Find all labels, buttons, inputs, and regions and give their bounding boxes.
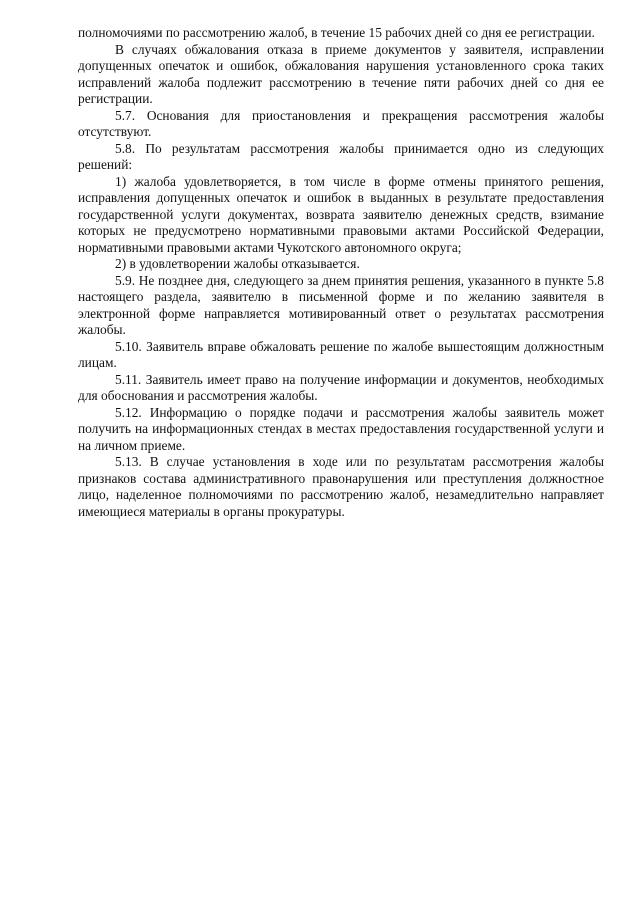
paragraph: В случаях обжалования отказа в приеме документов у заявителя, исправлении допущенных опечаток и ошибок, обжалования нарушения установленного срока таких исправлений жалоба подлежит рассмотрению в течение пяти рабочих дней со дня ее регистрации. — [78, 41, 604, 106]
paragraph: 5.7. Основания для приостановления и прекращения рассмотрения жалобы отсутствуют. — [78, 107, 604, 139]
paragraph: 5.8. По результатам рассмотрения жалобы принимается одно из следующих решений: — [78, 140, 604, 172]
paragraph: 1) жалоба удовлетворяется, в том числе в форме отмены принятого решения, исправления допущенных опечаток и ошибок в выданных в результате предоставления государственной услуги документах, возврата заявителю денежных средств, взимание которых не предусмотрено нормативными правовыми актами Российской Федерации, нормативными правовыми актами Чукотского автономного округа; — [78, 173, 604, 255]
paragraph: полномочиями по рассмотрению жалоб, в течение 15 рабочих дней со дня ее регистрации. — [78, 25, 595, 40]
document-page — [78, 25, 604, 520]
paragraph: 2) в удовлетворении жалобы отказывается. — [115, 256, 360, 271]
paragraph: 5.9. Не позднее дня, следующего за днем принятия решения, указанного в пункте 5.8 настоящего раздела, заявителю в письменной форме и по желанию заявителя в электронной форме направляется мотивированный ответ о результатах рассмотрения жалобы. — [78, 272, 604, 337]
paragraph: 5.11. Заявитель имеет право на получение информации и документов, необходимых для обоснования и рассмотрения жалобы. — [78, 371, 604, 403]
paragraph: 5.13. В случае установления в ходе или по результатам рассмотрения жалобы признаков состава административного правонарушения или преступления должностное лицо, наделенное полномочиями по рассмотрению жалоб, незамедлительно направляет имеющиеся материалы в органы прокуратуры. — [78, 454, 604, 519]
paragraph: 5.10. Заявитель вправе обжаловать решение по жалобе вышестоящим должностным лицам. — [78, 338, 604, 370]
paragraph: 5.12. Информацию о порядке подачи и рассмотрения жалобы заявитель может получить на информационных стендах в местах предоставления государственной услуги и на личном приеме. — [78, 404, 604, 453]
